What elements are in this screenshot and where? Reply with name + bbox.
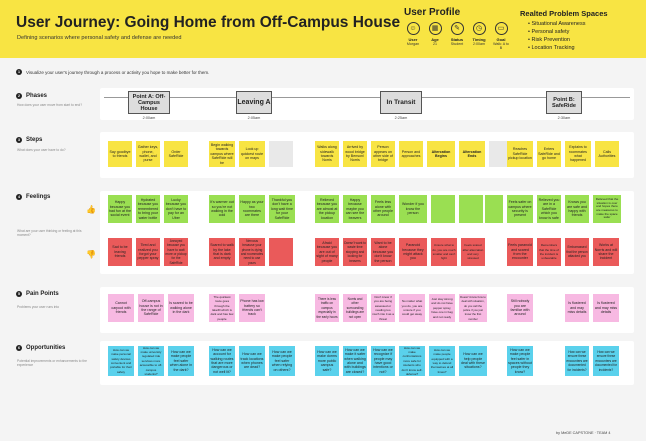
negative-feeling-note: Feels scared after altercation and very stressed (461, 238, 485, 266)
opportunity-note: How can we make it safer when walking alone and with buildings are closed? (343, 346, 367, 376)
phase-line (582, 97, 630, 98)
step-note: Enters SafeRide and go home (537, 141, 561, 167)
negative-feeling-note: Afraid because you are out of sight of many people (315, 238, 339, 266)
list-item: • Location Tracking (528, 44, 586, 52)
instructions-text: Visualize your user's journey through a process or activity you hope to make better for them. (26, 69, 210, 75)
row-hint-pain-points: Problems your user runs into (17, 305, 60, 309)
step-note: Say goodbye to friends (108, 141, 132, 167)
positive-feeling-note: It's warmer out so you're not walking in the cold (209, 195, 235, 223)
opportunity-note: How can we make university regulated ride services more accessible to off-campus students? (139, 346, 163, 376)
positive-feeling-note-empty (459, 195, 483, 223)
step-note: Look up quickest route on maps (239, 141, 265, 167)
positive-feeling-note: Happy because maybe you can see the beavers (343, 195, 367, 223)
opportunity-note: How can we make personal safety devices convenient and portable for their safety (108, 346, 134, 376)
page-title: User Journey: Going Home from Off-Campus House (16, 14, 401, 31)
negative-feeling-note: Scared to walk by the lake that is dark and empty (209, 238, 235, 266)
step-note: Altercation Ends (459, 141, 485, 167)
pain-point-note: Doesn't know how to deal with situation, do you call the police if you just know the first number (460, 294, 486, 321)
phase-line (272, 97, 380, 98)
list-item: • Personal safety (528, 28, 586, 36)
negative-feeling-note: Unsure what to do, you are much smaller and can't fight (431, 238, 457, 266)
negative-feeling-note: Nervous because your phone is dying and roommates need to use yours (240, 238, 264, 265)
row-label-phases: 2 Phases (18, 93, 48, 99)
positive-feeling-note: Wonder if you know the person (399, 195, 427, 223)
pain-point-note: Off-campus house is not in the range of SafeRide (138, 294, 164, 322)
user-icon: ☺ (407, 22, 420, 35)
list-item: • Situational Awareness (528, 20, 586, 28)
negative-feeling-note: Remembers that the time of the incident is unbearable (537, 238, 561, 266)
positive-feeling-note: Relieved that the situation is over and hopes there are measures to make the space safer (593, 195, 621, 223)
pain-point-note: Is flustered and may miss details (593, 294, 619, 322)
step-note-empty (489, 141, 507, 167)
positive-feeling-note: Relieved you are in a SafeRide which you know is safe (537, 195, 561, 223)
positive-feeling-note: Hydrated because you remembered to bring your water bottle (136, 195, 160, 223)
step-number: 1 (18, 70, 20, 74)
step-note: Arrived by wood bridge by Benson/ Norris (343, 141, 367, 167)
positive-feeling-note: Lucky because you don't have to pay for an Uber (164, 195, 188, 223)
positive-feeling-note: Happy because you had fun at the social event (108, 195, 132, 223)
positive-feeling-note: Thankful you don't have a long wait time for your SafeRide (269, 195, 295, 223)
positive-feeling-note: Knows you are safe and happy with friends (565, 195, 589, 223)
positive-feeling-note: Relieved because you are almost at the pickup location (315, 195, 339, 223)
positive-feeling-note: Feels safer on campus where security is present (507, 195, 533, 223)
negative-feeling-note: Tired and realized you forgot your pepper spray (136, 238, 160, 266)
step-note: Gather keys, phone, wallet, and purse (136, 141, 160, 167)
footer-credit: by MeDE CAPSTONE · TEAM 4 (556, 431, 611, 435)
step-note: Explains to roommates what happened (565, 141, 591, 167)
profile-age: ▦ Age 21 (426, 22, 444, 50)
step-note-empty (269, 141, 293, 167)
list-item: • Risk Prevention (528, 36, 586, 44)
step-note: Altercation Begins (427, 141, 455, 167)
pain-point-note: There is less traffic on campus especially in the early hours (315, 294, 339, 322)
status-icon: ✎ (451, 22, 464, 35)
negative-feeling-note: Paranoid because they might attack you (399, 238, 427, 266)
pain-point-note: The quickest route goes through the lakefill which is dark and has few people (210, 294, 234, 321)
opportunity-note: How can we make people feel safer in spaces without people they know? (507, 346, 533, 376)
pain-point-note: Is flustered and may miss details (565, 294, 589, 322)
negative-feeling-note: Doesn't want to waste time stopping and looking for beavers (343, 238, 367, 266)
negative-feeling-note: Annoyed because you have to wait more or pickup for the SafeRide (165, 238, 187, 265)
phase-line (104, 97, 128, 98)
row-label-steps: 3 Steps (18, 137, 43, 143)
negative-feeling-note: Embarrassed that the person attacked you (565, 238, 589, 266)
pain-point-note: Still nobody you are familiar with around (507, 294, 533, 322)
pain-point-note: Don't know if you are being assessed or reading too much into it as a threat (372, 294, 394, 321)
age-icon: ▦ (429, 22, 442, 35)
row-label-opportunities: 6 Opportunities (18, 345, 66, 351)
problem-spaces-title: Realted Problem Spaces (520, 9, 608, 18)
opportunity-note: How can we make people feel safer when alone in the dark? (168, 346, 194, 376)
negative-feeling-note: Want to be alone because you don't know the person (371, 238, 395, 266)
opportunity-note: How can we make people feel safer when relying on others? (269, 346, 295, 376)
negative-feeling-note: Sad to be leaving friends (108, 238, 132, 266)
opportunity-note: How can we track locations when phones are dead? (239, 346, 265, 376)
phase-time: 2:25am (394, 116, 408, 120)
opportunity-note: How can we recognize if people may have good intentions or not? (371, 346, 395, 376)
opportunity-note: How can we make confrontations more safe for students who don't know self-defense? (399, 346, 425, 376)
opportunity-note: How can we ensure these encounters are documented for incidents? (565, 346, 589, 376)
phase-time: 2:00am (142, 116, 156, 120)
negative-feeling-note-empty (269, 238, 293, 266)
opportunity-note: How can we make people equipped with a way to defend themselves at all times? (429, 346, 455, 376)
pain-point-note: Just stay strong and do not have pepper spray, have one in bag and not ready (429, 294, 455, 322)
step-note: Begin walking towards campus where SafeRide will be (209, 141, 235, 167)
user-profile (404, 22, 510, 50)
profile-timing: ◷ Timing 2:00am (470, 22, 488, 50)
phase-in-transit: In Transit (380, 91, 422, 114)
step-note: Person appears on other side of bridge (371, 141, 395, 167)
opportunity-note: How can we make dorms more public campus safe? (315, 346, 339, 376)
phase-point-a: Point A: Off-Campus House (128, 91, 170, 114)
step-note: Person and approaches (399, 141, 423, 167)
row-hint-feelings: What are your user thinking or feeling at this moment? (17, 229, 82, 237)
step-note: Reaches SafeRide pickup location (507, 141, 533, 167)
opportunity-note: How can we account for walking routes that are more dangerous or not well lit? (209, 346, 235, 376)
instructions (16, 69, 209, 75)
row-hint-phases: How does your user move from start to end? (17, 103, 83, 107)
problem-spaces-list (528, 20, 586, 52)
step-note: Order SafeRide (164, 141, 188, 167)
positive-feeling-note-empty (485, 195, 503, 223)
row-hint-steps: What does your user have to do? (17, 148, 66, 152)
thumbs-up-icon: 👍 (86, 205, 96, 214)
opportunity-note: How can we help people deal with these situations? (459, 346, 487, 376)
step-note: Calls Authorities (595, 141, 619, 167)
pain-point-note: Is scared to be walking alone in the dark (168, 294, 194, 322)
thumbs-down-icon: 👎 (86, 250, 96, 259)
pain-point-note: Norris and other surrounding buildings are not open (343, 294, 367, 322)
opportunity-note: How can we ensure these encounters are documented for incidents? (593, 346, 619, 376)
pain-point-note: Phone has low battery so friends can't track (239, 294, 265, 322)
positive-feeling-note-empty (431, 195, 455, 223)
negative-feeling-note: Feels paranoid and scared from the encounter (507, 238, 533, 266)
user-profile-title: User Profile (404, 7, 461, 18)
row-label-pain-points: 5 Pain Points (18, 291, 59, 297)
phase-time: 2:30am (557, 116, 571, 120)
row-hint-opportunities: Potential improvements or enhancements to the experience (17, 359, 88, 367)
profile-goal: ▭ Goal Walk: A to B (492, 22, 510, 50)
goal-icon: ▭ (495, 22, 508, 35)
negative-feeling-note: Works at Norris and will share the incident (593, 238, 619, 266)
pain-point-note: No matter what you do, you are unsure if you could get away (399, 294, 425, 322)
pain-point-note: Cannot carpool with friends (108, 294, 134, 322)
profile-status: ✎ Status Student (448, 22, 466, 50)
clock-icon: ◷ (473, 22, 486, 35)
positive-feeling-note: Happy as your two roommates are there (239, 195, 265, 223)
phase-time: 2:05am (247, 116, 261, 120)
phase-point-b: Point B: SafeRide (546, 91, 582, 114)
page-subtitle: Defining scenarios where personal safety and defense are needed (17, 35, 182, 41)
phase-line (170, 97, 236, 98)
step-note: Walks along sidewalk towards Norris (315, 141, 339, 167)
phase-leaving-a: Leaving A (236, 91, 272, 114)
positive-feeling-note: Feels less alone with other people around (371, 195, 395, 223)
row-label-feelings: 4 Feelings (18, 194, 51, 200)
phase-line (422, 97, 546, 98)
profile-user: ☺ User Morgan (404, 22, 422, 50)
